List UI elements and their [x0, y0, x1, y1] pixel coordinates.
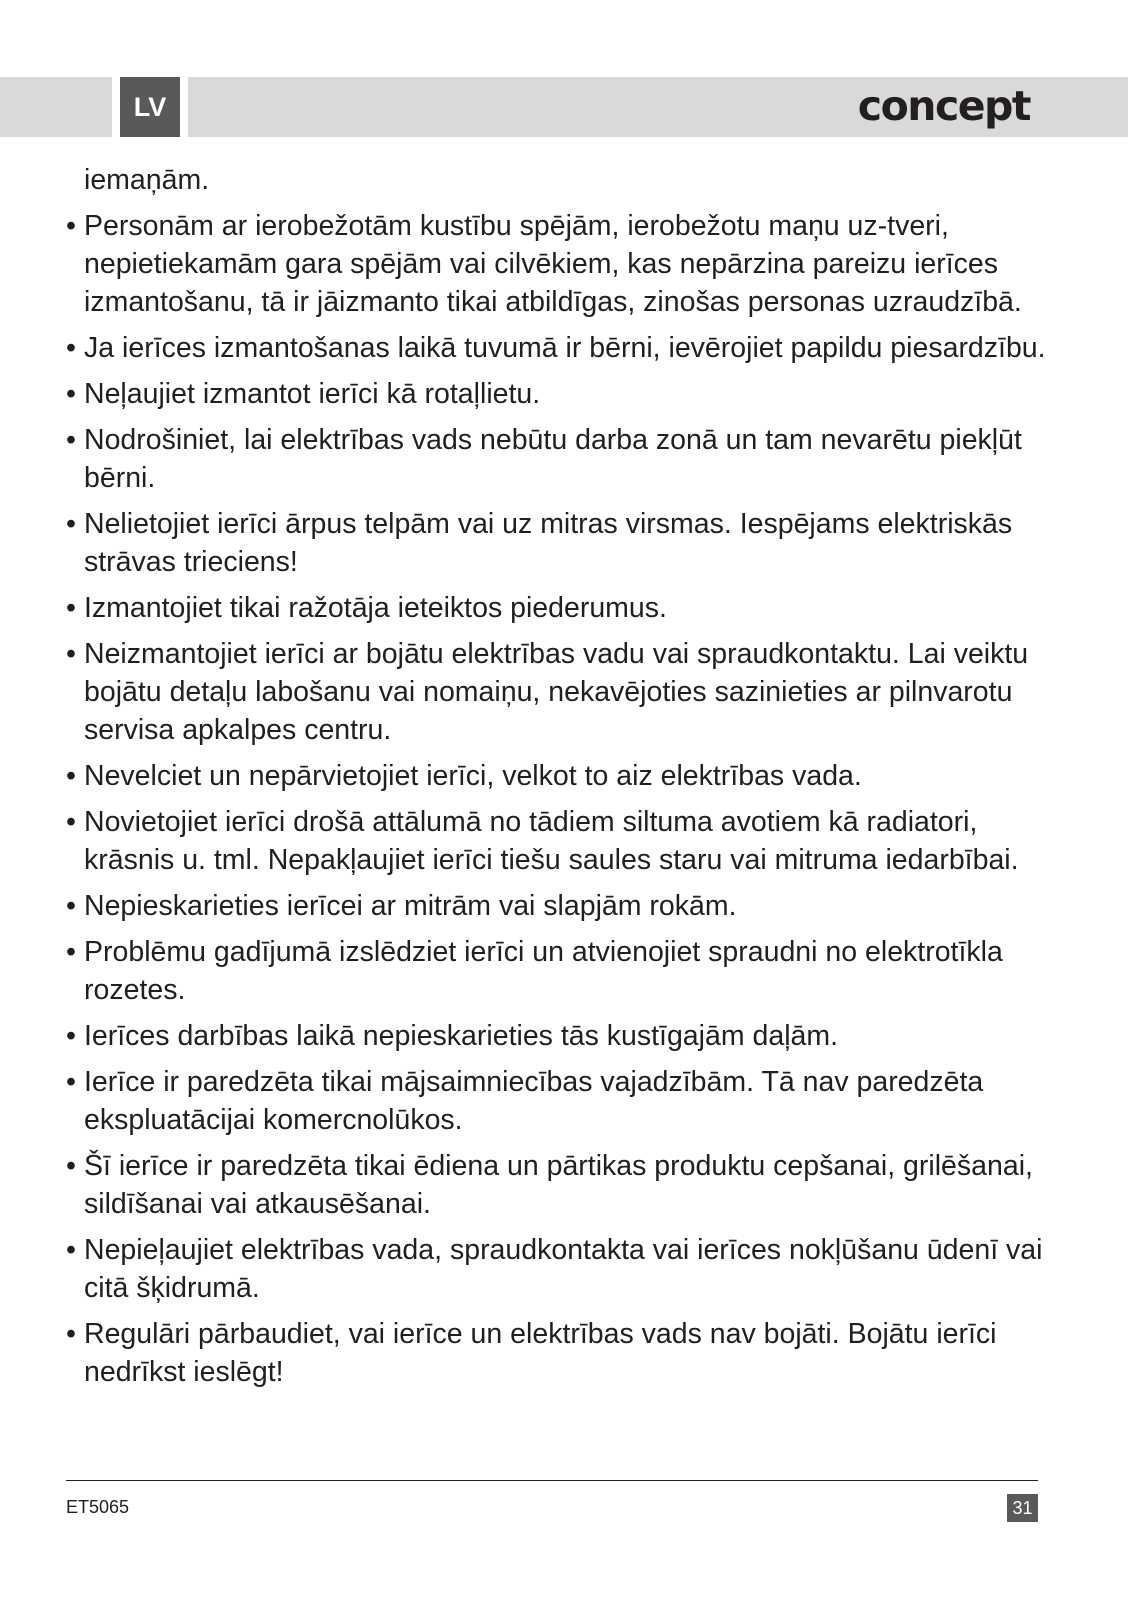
bullet-icon: • — [66, 592, 76, 624]
list-item — [66, 887, 1046, 925]
bullet-icon: • — [66, 1150, 76, 1182]
list-item-text: Nelietojiet ierīci ārpus telpām vai uz mitras virsmas. Iespējams elektriskās strāvas trieciens! — [84, 508, 1013, 578]
bullet-icon: • — [66, 638, 76, 670]
continuation-text: iemaņām. — [84, 164, 210, 196]
list-item-text: Ierīces darbības laikā nepieskarieties tās kustīgajām daļām. — [84, 1020, 839, 1052]
list-item — [66, 635, 1046, 749]
list-item-text: Nodrošiniet, lai elektrības vads nebūtu darba zonā un tam nevarētu piekļūt bērni. — [84, 424, 1022, 494]
list-item — [66, 1315, 1046, 1391]
list-item-text: Izmantojiet tikai ražotāja ieteiktos piederumus. — [84, 592, 667, 624]
safety-list — [66, 207, 1046, 1391]
list-item — [66, 757, 1046, 795]
list-item — [66, 329, 1046, 367]
list-item-text: Šī ierīce ir paredzēta tikai ēdiena un pārtikas produktu cepšanai, grilēšanai, sildīšanai vai atkausēšanai. — [84, 1150, 1033, 1220]
language-badge: LV — [120, 77, 180, 137]
bullet-icon: • — [66, 890, 76, 922]
list-item-text: Ierīce ir paredzēta tikai mājsaimniecības vajadzībām. Tā nav paredzēta ekspluatācijai komercnolūkos. — [84, 1066, 984, 1136]
list-item-text: Nepieskarieties ierīcei ar mitrām vai slapjām rokām. — [84, 890, 737, 922]
list-item-text: Nevelciet un nepārvietojiet ierīci, velkot to aiz elektrības vada. — [84, 760, 862, 792]
list-item — [66, 421, 1046, 497]
list-item-text: Novietojiet ierīci drošā attālumā no tādiem siltuma avotiem kā radiatori, krāsnis u. tml. Nepakļaujiet ierīci tiešu saules staru vai mitruma iedarbībai. — [84, 806, 1019, 876]
list-item — [66, 1231, 1046, 1307]
list-item-text: Ja ierīces izmantošanas laikā tuvumā ir bērni, ievērojiet papildu piesardzību. — [84, 332, 1046, 364]
bullet-icon: • — [66, 332, 76, 364]
bullet-icon: • — [66, 1234, 76, 1266]
list-item — [66, 803, 1046, 879]
bullet-icon: • — [66, 378, 76, 410]
bullet-icon: • — [66, 424, 76, 456]
page-number: 31 — [1007, 1494, 1038, 1522]
bullet-icon: • — [66, 508, 76, 540]
list-item — [66, 1063, 1046, 1139]
list-item — [66, 933, 1046, 1009]
list-item — [66, 505, 1046, 581]
list-item — [66, 1017, 1046, 1055]
list-item — [66, 589, 1046, 627]
list-item-text: Personām ar ierobežotām kustību spējām, ierobežotu maņu uz-tveri, nepietiekamām gara spējām vai cilvēkiem, kas nepārzina pareizu ierīces izmantošanu, tā ir jāizmanto tikai atbildīgas, zinošas personas uzraudzībā. — [84, 210, 1022, 318]
list-item — [66, 375, 1046, 413]
bullet-icon: • — [66, 806, 76, 838]
bullet-icon: • — [66, 1020, 76, 1052]
list-item-text: Neizmantojiet ierīci ar bojātu elektrības vadu vai spraudkontaktu. Lai veiktu bojātu detaļu labošanu vai nomaiņu, nekavējoties sazinieties ar pilnvarotu servisa apkalpes centru. — [84, 638, 1029, 746]
list-item — [66, 207, 1046, 321]
manual-content — [66, 161, 1046, 1399]
bullet-icon: • — [66, 210, 76, 242]
list-item-text: Neļaujiet izmantot ierīci kā rotaļlietu. — [84, 378, 541, 410]
bullet-icon: • — [66, 936, 76, 968]
footer-divider — [66, 1480, 1038, 1481]
model-number: ET5065 — [66, 1497, 130, 1517]
brand-logo: concept — [857, 82, 1030, 130]
bullet-icon: • — [66, 760, 76, 792]
bullet-icon: • — [66, 1318, 76, 1350]
list-item-text: Problēmu gadījumā izslēdziet ierīci un atvienojiet spraudni no elektrotīkla rozetes. — [84, 936, 1003, 1006]
list-item-text: Nepieļaujiet elektrības vada, spraudkontakta vai ierīces nokļūšanu ūdenī vai citā šķidrumā. — [84, 1234, 1043, 1304]
bullet-icon: • — [66, 1066, 76, 1098]
list-item-text: Regulāri pārbaudiet, vai ierīce un elektrības vads nav bojāti. Bojātu ierīci nedrīkst ieslēgt! — [84, 1318, 997, 1388]
list-item — [66, 1147, 1046, 1223]
